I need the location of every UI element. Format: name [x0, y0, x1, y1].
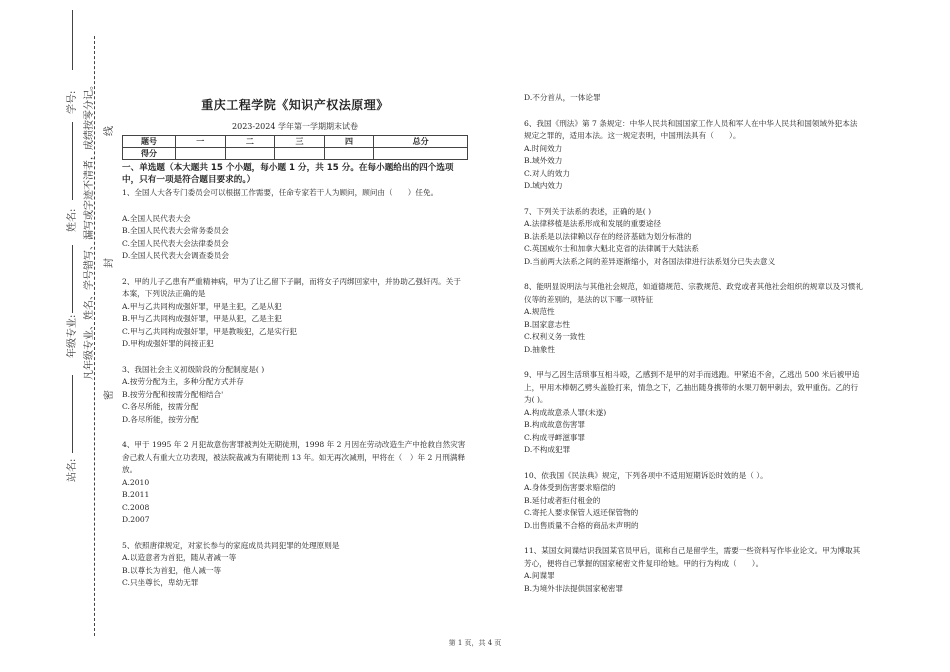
score-cell[interactable] — [176, 148, 226, 160]
score-header-cell: 三 — [275, 136, 325, 148]
option: A.构成故意杀人罪(未遂) — [524, 407, 607, 417]
option: A.身体受到伤害要求赔偿的 — [524, 483, 616, 492]
score-header-cell: 题号 — [123, 136, 176, 148]
question-stem: 8、能明显说明法与其他社会规范，如道德规范、宗教规范、政党或者其他社会组织的规章以及习惯礼仪等的差别的，是法的以下哪一项特征 — [524, 282, 863, 304]
option: C.各尽所能，按需分配 — [122, 402, 199, 411]
option: C.权利义务一致性 — [524, 332, 586, 341]
question-2 — [122, 276, 468, 351]
binding-notice: 凡年级专业、姓名、学号错写、漏写或字迹不清者，成绩按零分记。 — [84, 80, 95, 380]
seal-mark-mi: 密 — [104, 390, 115, 400]
score-cell[interactable] — [275, 148, 325, 160]
option: C.只坐尊长，卑幼无罪 — [122, 578, 199, 587]
question-9 — [524, 369, 864, 457]
score-table — [122, 135, 468, 160]
option: A.按劳分配为主，多种分配方式并存 — [122, 377, 244, 386]
station-blank — [72, 375, 73, 453]
right-column — [524, 92, 864, 595]
option: D.域内效力 — [524, 181, 563, 190]
option: A.2010 — [122, 477, 150, 487]
option: B.按劳分配和按需分配相结合' — [122, 389, 224, 399]
question-5-continued — [524, 92, 864, 105]
option: D.全国人民代表大会调查委员会 — [122, 251, 229, 260]
option: D.甲构成强奸罪的间接正犯 — [122, 339, 214, 348]
option: C.英国威尔士和加拿大魁北克省的法律属于大陆法系 — [524, 244, 700, 253]
score-cell[interactable] — [225, 148, 275, 160]
score-table-row — [123, 148, 468, 160]
left-column — [122, 96, 468, 590]
option: D.不分首从，一体论罪 — [524, 93, 601, 102]
station-label: 站名: — [67, 458, 78, 482]
option: A.全国人民代表大会 — [122, 213, 191, 223]
exam-no-label: 学号: — [67, 90, 78, 114]
option: D.不构成犯罪 — [524, 445, 571, 454]
question-stem: 1、全国人大各专门委员会可以根据工作需要，任命专家若干人为顾问，顾问由（ ）任免。 — [122, 188, 439, 197]
option: B.2011 — [122, 490, 150, 499]
name-blank — [72, 122, 73, 200]
option: C.寄托人要求保管人返还保管物的 — [524, 508, 639, 517]
name-label: 姓名: — [67, 208, 78, 232]
question-stem: 10、依我国《民法典》规定，下列各项中不适用短期诉讼时效的是（ ）。 — [524, 470, 768, 480]
question-6 — [524, 118, 864, 193]
question-stem: 5、依照唐律规定，对家长参与的家庭成员共同犯罪的处理原则是 — [122, 540, 340, 550]
option: A.规范性 — [524, 307, 555, 316]
option: C.2008 — [122, 502, 150, 512]
score-header-cell: 二 — [225, 136, 275, 148]
exam-no-blank — [72, 10, 73, 70]
option: D.各尽所能，按劳分配 — [122, 414, 199, 424]
question-stem: 3、我国社会主义初级阶段的分配制度是( ) — [122, 364, 265, 374]
section-title: 一、单选题（本大题共 15 个小题，每小题 1 分，共 15 分。在每小题给出的四个选项中，只有一项是符合题目要求的。） — [122, 163, 454, 185]
seal-mark-feng: 封 — [104, 258, 115, 268]
question-stem: 2、甲的儿子乙患有严重精神病，甲为了让乙留下子嗣，而将女子丙绑回家中，并协助乙强奸丙。关于本案，下列说法正确的是 — [122, 276, 461, 298]
page-footer: 第 1 页，共 4 页 — [448, 639, 502, 647]
exam-subtitle: 2023-2024 学年第一学期期末试卷 — [232, 122, 358, 131]
question-stem: 11、某国女间谍结识我国某官员甲后，谎称自己是留学生，需要一些资料写作毕业论文。甲为博取其芳心，便将自己掌握的国家秘密文件复印给她。甲的行为构成（ ）。 — [524, 546, 861, 568]
question-8 — [524, 281, 864, 356]
option: B.法系是以法律赖以存在的经济基础为划分标准的 — [524, 231, 692, 241]
score-header-cell: 总分 — [374, 136, 468, 148]
question-10 — [524, 470, 864, 533]
exam-title: 重庆工程学院《知识产权法原理》 — [201, 98, 389, 112]
seal-mark-xian: 线 — [104, 126, 115, 136]
option: D.2007 — [122, 515, 150, 524]
option: B.构成故意伤害罪 — [524, 420, 586, 429]
score-cell[interactable] — [324, 148, 374, 160]
class-blank — [72, 245, 73, 313]
question-3 — [122, 364, 468, 427]
score-header-cell: 一 — [176, 136, 226, 148]
score-header-cell: 四 — [324, 136, 374, 148]
question-7 — [524, 206, 864, 269]
option: B.甲与乙共同构成强奸罪，甲是从犯，乙是主犯 — [122, 314, 282, 323]
question-stem: 9、甲与乙因生活琐事互相斗殴，乙感到不是甲的对手而逃跑。甲紧追不舍，乙逃出 500 米后被甲追上，甲用木棒朝乙劈头盖脸打来，情急之下，乙抽出随身携带的水果刀朝甲刺去，致甲重伤。乙的行为( )。 — [524, 370, 860, 404]
option: B.域外效力 — [524, 156, 563, 165]
option: A.时间效力 — [524, 143, 563, 153]
option: A.甲与乙共同构成强奸罪，甲是主犯，乙是从犯 — [122, 301, 282, 311]
option: C.全国人民代表大会法律委员会 — [122, 238, 229, 248]
option: B.为境外非法提供国家秘密罪 — [524, 583, 624, 593]
option: B.延付或者拒付租金的 — [524, 495, 601, 505]
score-row-label: 得分 — [123, 148, 176, 160]
option: A.以造意者为首犯，随从者减一等 — [122, 553, 237, 562]
question-stem: 4、甲于 1995 年 2 月犯故意伤害罪被判处无期徒刑，1998 年 2 月因在劳动改造生产中抢救自然灾害舍己救人有重大立功表现，被法院裁减为有期徒刑 13 年。如无再次减刑，甲将在（ ）年 2 月刑满释放。 — [122, 440, 466, 474]
option: D.抽象性 — [524, 344, 556, 354]
question-stem: 6、我国《刑法》第 7 条规定：中华人民共和国国家工作人员和军人在中华人民共和国领域外犯本法规定之罪的，适用本法。这一规定表明，中国刑法具有（ ）。 — [524, 118, 858, 140]
option: B.国家意志性 — [524, 319, 570, 329]
score-cell[interactable] — [374, 148, 468, 160]
option: D.当前两大法系之间的差异逐渐缩小，对各国法律进行法系划分已失去意义 — [524, 256, 776, 266]
question-5 — [122, 540, 468, 590]
question-4 — [122, 439, 468, 527]
option: C.构成寻衅滋事罪 — [524, 432, 586, 442]
option: A.法律移植是法系形成和发展的重要途径 — [524, 219, 661, 228]
question-1 — [122, 187, 468, 263]
option: B.全国人民代表大会常务委员会 — [122, 226, 229, 235]
option: C.甲与乙共同构成强奸罪，甲是教唆犯，乙是实行犯 — [122, 326, 298, 336]
option: C.对人的效力 — [524, 168, 570, 178]
class-label: 年级专业: — [67, 314, 78, 358]
option: D.出售质量不合格的商品未声明的 — [524, 520, 639, 530]
question-stem: 7、下列关于法系的表述，正确的是( ) — [524, 206, 652, 216]
binding-margin — [0, 0, 115, 672]
question-11 — [524, 545, 864, 595]
option: A.间谍罪 — [524, 571, 555, 580]
score-table-header-row — [123, 136, 468, 148]
option: B.以尊长为首犯，他人减一等 — [122, 565, 222, 575]
